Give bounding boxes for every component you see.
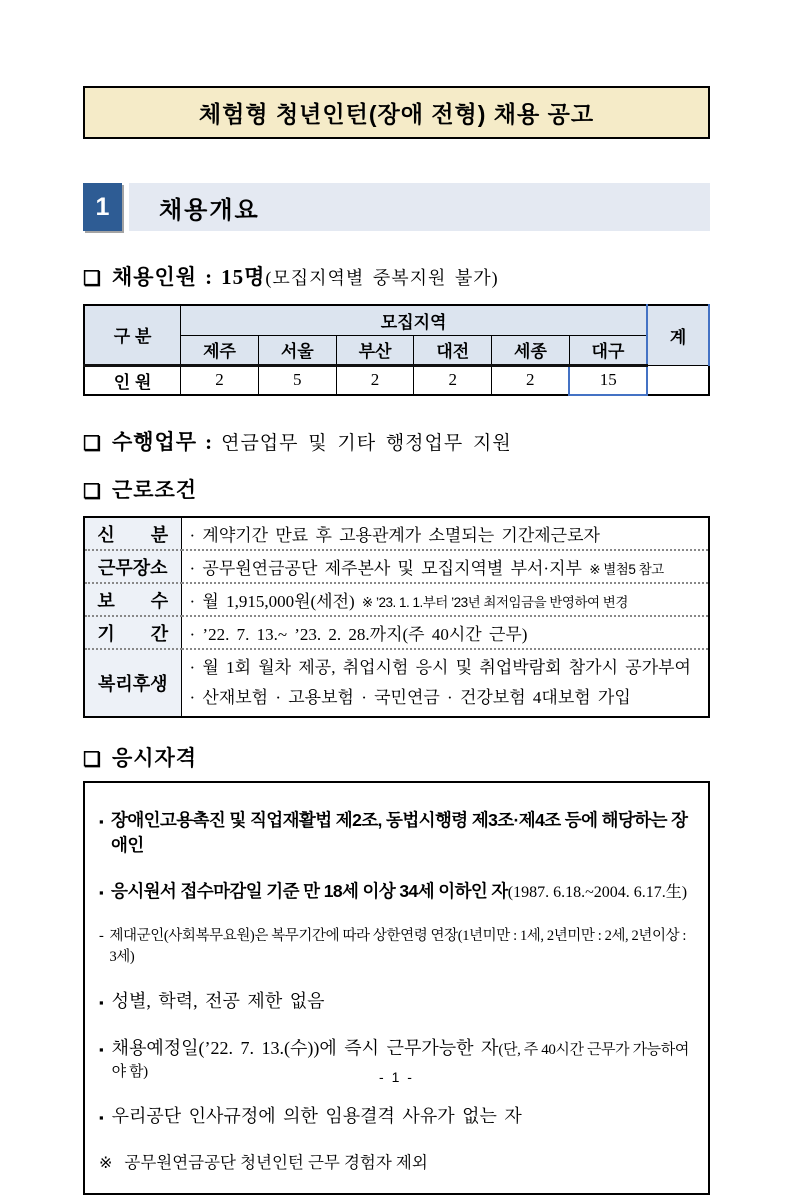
- section-header: [83, 183, 710, 231]
- eligibility-item: [99, 878, 696, 903]
- square-bullet-icon: ❏: [83, 481, 102, 503]
- recruit-count-label: 채용인원: [111, 265, 198, 289]
- eligibility-text: 응시원서 접수마감일 기준 만 18세 이상 34세 이하인 자: [111, 881, 508, 901]
- table-row: [84, 517, 709, 550]
- eligibility-text: 장애인고용촉진 및 직업재활법 제2조, 동법시행령 제3조·제4조 등에 해당하는 장애인: [111, 810, 688, 855]
- region-count: 2: [414, 365, 492, 395]
- region-count: 5: [258, 365, 336, 395]
- recruit-region-table: [83, 304, 710, 396]
- eligibility-suffix: (1987. 6.18.~2004. 6.17.生): [507, 884, 688, 901]
- document-title: 체험형 청년인턴(장애 전형) 채용 공고: [198, 101, 595, 127]
- eligibility-text: 공무원연금공단 청년인턴 근무 경험자 제외: [124, 1153, 428, 1172]
- square-bullet-icon: ❏: [83, 268, 102, 290]
- condition-text: · ’22. 7. 13.~ ’23. 2. 28.까지(주 40시간 근무): [189, 625, 528, 644]
- table-row: [84, 649, 709, 717]
- section-number-badge: 1: [83, 183, 122, 231]
- table-header-total: 계: [647, 305, 709, 365]
- eligibility-heading: [83, 742, 710, 772]
- eligibility-text: 성별, 학력, 전공 제한 없음: [111, 991, 325, 1011]
- table-row-label: 인 원: [84, 365, 181, 395]
- square-marker-icon: ▪: [99, 1110, 104, 1125]
- eligibility-suffix: (단, 주 40시간 근무가 가능하여야 함): [111, 1042, 689, 1080]
- condition-note: ※ ’23. 1. 1.부터 ’23년 최저임금을 반영하여 변경: [361, 595, 628, 610]
- region-header: 대전: [414, 335, 492, 365]
- square-marker-icon: ▪: [99, 814, 104, 829]
- condition-label: 신 분: [84, 517, 181, 550]
- region-header: 제주: [181, 335, 259, 365]
- eligibility-label: 응시자격: [111, 746, 198, 770]
- eligibility-note: [99, 1149, 696, 1173]
- reference-mark-icon: ※: [99, 1155, 113, 1172]
- recruit-count-note: (모집지역별 중복지원 불가): [265, 268, 499, 288]
- title-banner: [83, 86, 710, 139]
- region-count: 2: [336, 365, 414, 395]
- condition-text: · 공무원연금공단 제주본사 및 모집지역별 부서·지부: [189, 559, 582, 578]
- region-header: 부산: [336, 335, 414, 365]
- region-count: 2: [492, 365, 570, 395]
- region-count-total: 15: [569, 365, 647, 395]
- condition-text: · 산재보험 · 고용보험 · 국민연금 · 건강보험 4대보험 가입: [189, 688, 631, 707]
- square-bullet-icon: ❏: [83, 433, 102, 455]
- table-header-group: 구 분: [84, 305, 181, 365]
- region-header: 서울: [258, 335, 336, 365]
- eligibility-text: 우리공단 인사규정에 의한 임용결격 사유가 없는 자: [111, 1106, 522, 1126]
- eligibility-item: [99, 987, 696, 1013]
- page-number: - 1 -: [379, 1069, 414, 1085]
- table-row: [84, 583, 709, 616]
- region-count: 2: [181, 365, 259, 395]
- condition-text: · 월 1회 월차 제공, 취업시험 응시 및 취업박람회 참가시 공가부여: [189, 658, 691, 677]
- square-bullet-icon: ❏: [83, 749, 102, 771]
- colon: :: [205, 265, 214, 289]
- condition-label: 복리후생: [84, 649, 181, 717]
- section-title: 채용개요: [159, 196, 260, 224]
- condition-label: 기 간: [84, 616, 181, 649]
- dash-marker-icon: -: [99, 928, 104, 944]
- condition-note: ※ 별첨5 참고: [589, 562, 664, 577]
- table-row: [84, 550, 709, 583]
- recruit-count-value: 15명: [221, 265, 266, 289]
- eligibility-box: [83, 781, 710, 1195]
- table-row: [84, 616, 709, 649]
- eligibility-subitem: [99, 924, 696, 966]
- condition-label: 근무장소: [84, 550, 181, 583]
- colon: :: [205, 430, 214, 454]
- region-header: 대구: [569, 335, 647, 365]
- section-title-bar: [129, 183, 710, 231]
- square-marker-icon: ▪: [99, 1042, 104, 1057]
- condition-text: · 월 1,915,000원(세전): [189, 592, 355, 611]
- eligibility-item: [99, 1102, 696, 1128]
- square-marker-icon: ▪: [99, 885, 104, 900]
- duty-value: 연금업무 및 기타 행정업무 지원: [221, 433, 512, 454]
- condition-label: 보 수: [84, 583, 181, 616]
- conditions-heading: [83, 474, 710, 504]
- work-conditions-table: [83, 516, 710, 718]
- recruit-count-heading: [83, 261, 710, 291]
- duty-heading: [83, 426, 710, 456]
- table-header-region: 모집지역: [181, 305, 647, 335]
- region-header: 세종: [492, 335, 570, 365]
- square-marker-icon: ▪: [99, 995, 104, 1010]
- eligibility-item: [99, 807, 696, 857]
- condition-text: · 계약기간 만료 후 고용관계가 소멸되는 기간제근로자: [189, 526, 600, 545]
- eligibility-text: 제대군인(사회복무요원)은 복무기간에 따라 상한연령 연장(1년미만 : 1세, 2년미만 : 2세, 2년이상 : 3세): [109, 928, 687, 965]
- duty-label: 수행업무: [111, 430, 198, 454]
- eligibility-text: 채용예정일(’22. 7. 13.(수))에 즉시 근무가능한 자: [111, 1038, 499, 1058]
- conditions-label: 근로조건: [111, 478, 198, 502]
